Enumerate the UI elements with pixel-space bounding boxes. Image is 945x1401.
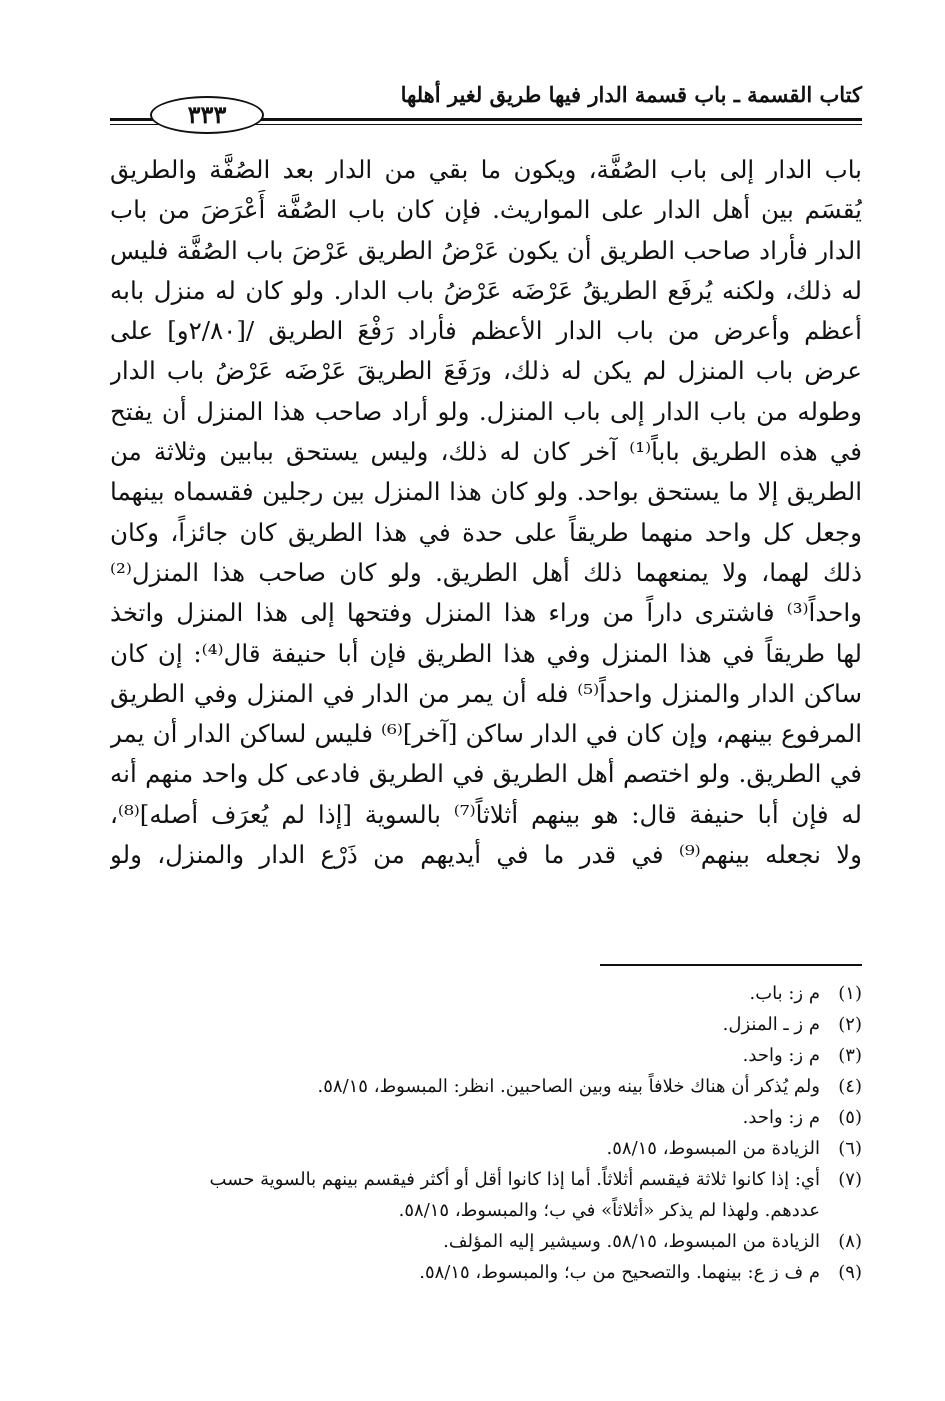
text-line: وطوله من باب الدار إلى باب المنزل. ولو أراد صاحب هذا المنزل أن يفتح bbox=[110, 396, 862, 426]
footnote-text: م ز: واحد. bbox=[742, 1107, 820, 1128]
page-number: ٣٣٣ bbox=[150, 96, 264, 134]
running-title: كتاب القسمة ـ باب قسمة الدار فيها طريق لغير أهلها bbox=[400, 82, 862, 107]
footnotes bbox=[110, 978, 862, 1288]
footnote bbox=[110, 1071, 862, 1102]
footnote bbox=[110, 1133, 862, 1164]
footnote bbox=[110, 1257, 862, 1288]
footnote-number: (١) bbox=[838, 983, 862, 1004]
text-line: واحداً⁽³⁾ فاشترى داراً من وراء هذا المنزل وفتحها إلى هذا المنزل واتخذ bbox=[110, 598, 862, 628]
footnote bbox=[110, 1009, 862, 1040]
footnote-text: الزيادة من المبسوط، ٥٨/١٥. وسيشير إليه المؤلف. bbox=[443, 1231, 820, 1252]
footnote-number: (٨) bbox=[838, 1231, 862, 1252]
footnote-number: (٢) bbox=[838, 1014, 862, 1035]
footnote-number: (٤) bbox=[838, 1076, 862, 1097]
footnote-text: م ز ـ المنزل. bbox=[722, 1014, 820, 1035]
footnote-text: ولم يُذكر أن هناك خلافاً بينه وبين الصاحبين. انظر: المبسوط، ٥٨/١٥. bbox=[317, 1076, 820, 1097]
text-line: وجعل كل واحد منهما طريقاً على حدة في هذا الطريق كان جائزاً، وكان bbox=[110, 517, 862, 547]
main-text bbox=[110, 150, 862, 875]
footnote-separator bbox=[600, 964, 862, 966]
text-line: أعظم وأعرض من باب الدار الأعظم فأراد رَفْعَ الطريق /[٢/٨٠و] على bbox=[110, 316, 862, 346]
text-line: المرفوع بينهم، وإن كان في الدار ساكن [آخر]⁽⁶⁾ فليس لساكن الدار أن يمر bbox=[110, 719, 862, 749]
text-line: يُقسَم بين أهل الدار على المواريث. فإن كان باب الصُفَّة أَعْرَضَ من باب bbox=[110, 195, 862, 225]
footnote bbox=[110, 1102, 862, 1133]
footnote-text: م ف ز ع: بينهما. والتصحيح من ب؛ والمبسوط، ٥٨/١٥. bbox=[419, 1262, 820, 1283]
text-line: باب الدار إلى باب الصُفَّة، ويكون ما بقي من الدار بعد الصُفَّة والطريق bbox=[110, 155, 862, 184]
footnote-text: م ز: واحد. bbox=[742, 1045, 820, 1066]
text-line: له فإن أبا حنيفة قال: هو بينهم أثلاثاً⁽⁷⁾ بالسوية [إذا لم يُعرَف أصله]⁽⁸⁾، bbox=[110, 799, 862, 829]
footnote-continuation: عددهم. ولهذا لم يذكر «أثلاثاً» في ب؛ والمبسوط، ٥٨/١٥. bbox=[398, 1200, 820, 1221]
text-line: له ذلك، ولكنه يُرفَع الطريقُ عَرْضَه عَرْضُ باب الدار. ولو كان له منزل بابه bbox=[110, 275, 862, 305]
footnote-text: الزيادة من المبسوط، ٥٨/١٥. bbox=[606, 1138, 820, 1159]
footnote-text: م ز: باب. bbox=[749, 983, 820, 1004]
footnote-number: (٦) bbox=[838, 1138, 862, 1159]
text-line: في الطريق. ولو اختصم أهل الطريق في الطريق فادعى كل واحد منهم أنه bbox=[110, 759, 862, 789]
footnote-number: (٥) bbox=[838, 1107, 862, 1128]
text-line: لها طريقاً في هذا المنزل وفي هذا الطريق فإن أبا حنيفة قال⁽⁴⁾: إن كان bbox=[110, 638, 862, 668]
text-line: الدار فأراد صاحب الطريق أن يكون عَرْضُ الطريق عَرْضَ باب الصُفَّة فليس bbox=[110, 235, 862, 265]
text-line: ساكن الدار والمنزل واحداً⁽⁵⁾ فله أن يمر من الدار في المنزل وفي الطريق bbox=[110, 678, 862, 708]
footnote-number: (٧) bbox=[838, 1169, 862, 1190]
text-line: ولا نجعله بينهم⁽⁹⁾ في قدر ما في أيديهم من ذَرْع الدار والمنزل، ولو bbox=[110, 840, 862, 870]
footnote bbox=[110, 1226, 862, 1257]
text-line: في هذه الطريق باباً⁽¹⁾ آخر كان له ذلك، وليس يستحق ببابين وثلاثة من bbox=[110, 437, 862, 467]
text-line: ذلك لهما، ولا يمنعهما ذلك أهل الطريق. ولو كان صاحب هذا المنزل⁽²⁾ bbox=[110, 557, 862, 587]
footnote bbox=[110, 1164, 862, 1195]
footnote-number: (٣) bbox=[838, 1045, 862, 1066]
text-line: عرض باب المنزل لم يكن له ذلك، ورَفَعَ الطريقَ عَرْضَه عَرْضُ باب الدار bbox=[110, 356, 862, 386]
text-line: الطريق إلا ما يستحق بواحد. ولو كان هذا المنزل بين رجلين فقسماه بينهما bbox=[110, 477, 862, 507]
page-header bbox=[110, 70, 862, 134]
footnote bbox=[110, 1040, 862, 1071]
footnote-text: أي: إذا كانوا ثلاثة فيقسم أثلاثاً. أما إذا كانوا أقل أو أكثر فيقسم بينهم بالسوية حسب bbox=[209, 1169, 820, 1190]
footnote bbox=[110, 978, 862, 1009]
footnote-number: (٩) bbox=[838, 1262, 862, 1283]
